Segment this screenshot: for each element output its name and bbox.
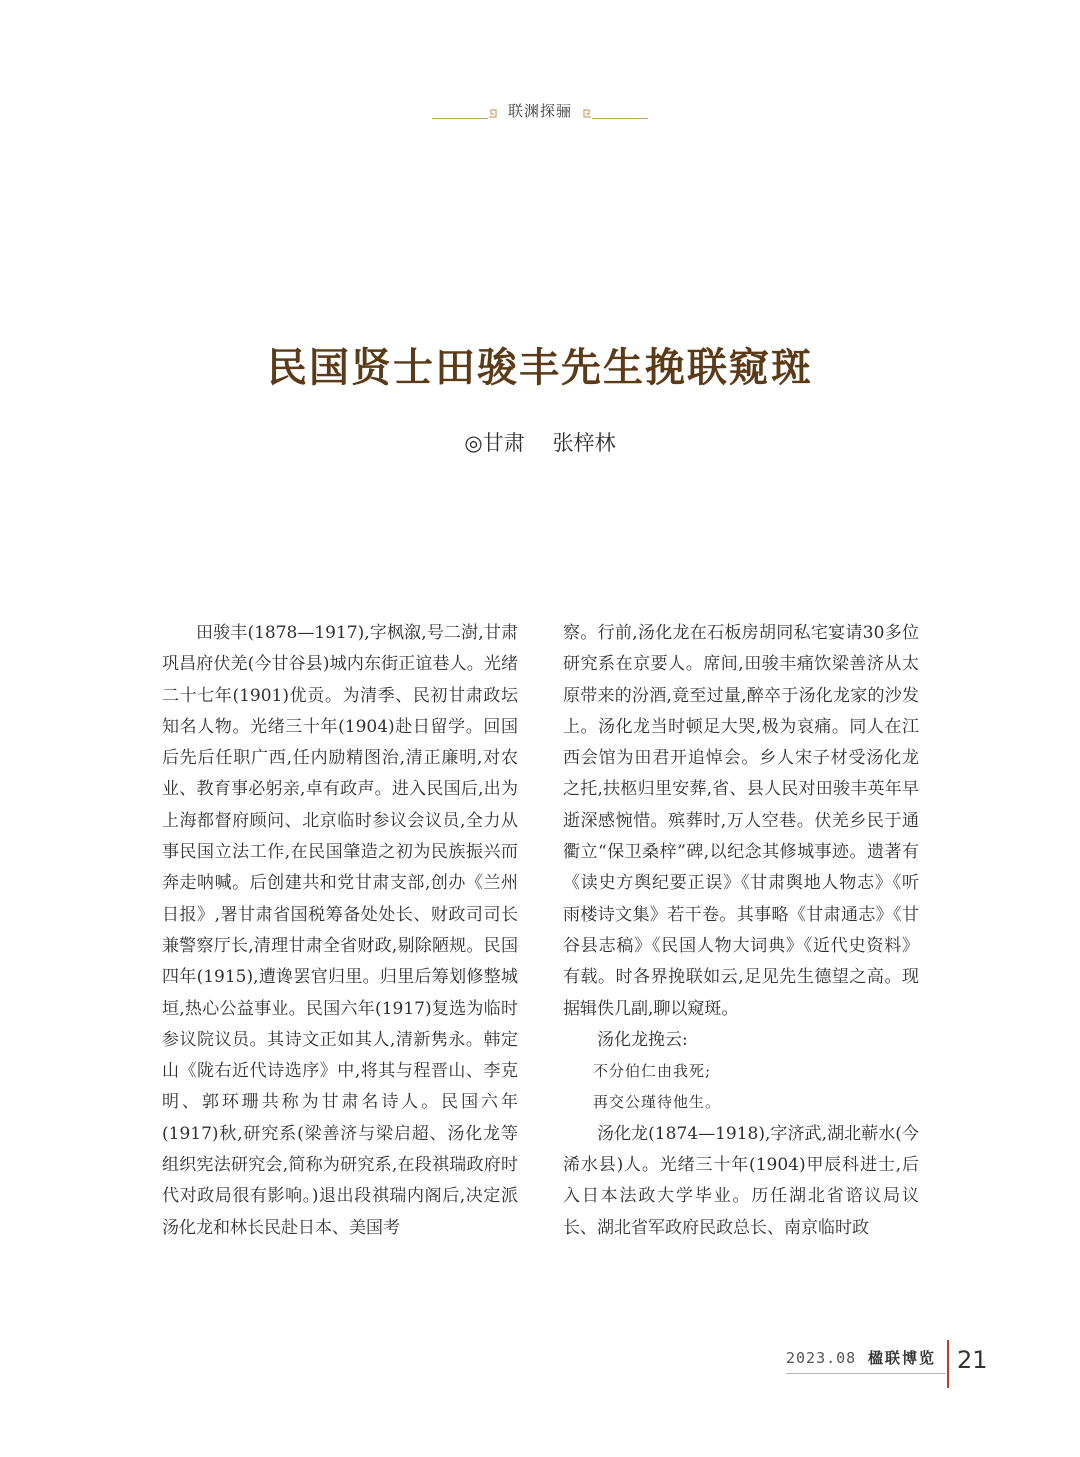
couplet-line-2: 再交公瑾待他生。: [593, 1093, 722, 1112]
footer-rule: [786, 1373, 946, 1374]
section-header: [432, 98, 648, 122]
section-label: 联渊探骊: [507, 102, 572, 120]
footer-divider: [947, 1340, 949, 1388]
body-paragraph-continued: 察。行前,汤化龙在石板房胡同私宅宴请30多位研究系在京要人。席间,田骏丰痛饮梁善济从太原带来的汾酒,竟至过量,醉卒于汤化龙家的沙发上。汤化龙当时顿足大哭,极为哀痛。同人在江西会馆为田君开追悼会。乡人宋子材受汤化龙之托,扶柩归里安葬,省、县人民对田骏丰英年早逝深感惋惜。殡葬时,万人空巷。伏羌乡民于通衢立“保卫桑梓”碑,以纪念其修城事迹。遗著有《读史方舆纪要正误》《甘肃舆地人物志》《听雨楼诗文集》若干卷。其事略《甘肃通志》《甘谷县志稿》《民国人物大词典》《近代史资料》有载。时各界挽联如云,足见先生德望之高。现据辑佚几副,聊以窥斑。: [563, 623, 919, 1019]
couplet-intro: 汤化龙挽云:: [597, 1029, 688, 1050]
section-rule-right: [592, 118, 648, 119]
left-column: [162, 618, 518, 1244]
section-rule-left: [432, 118, 488, 119]
page-number: 21: [957, 1346, 988, 1374]
bracket-ornament-icon: [583, 109, 592, 118]
couplet-line-1: 不分伯仁由我死;: [593, 1062, 712, 1081]
issue-date: 2023.08: [786, 1349, 857, 1367]
article-title: 民国贤士田骏丰先生挽联窥斑: [267, 345, 813, 391]
author-prefix: ◎甘肃: [464, 431, 525, 455]
magazine-name: 楹联博览: [868, 1349, 937, 1367]
bracket-ornament-icon: [488, 109, 497, 118]
article-author: [0, 427, 1080, 457]
body-paragraph: 田骏丰(1878—1917),字枫溆,号二澍,甘肃巩昌府伏羌(今甘谷县)城内东街正谊巷人。光绪二十七年(1901)优贡。为清季、民初甘肃政坛知名人物。光绪三十年(1904)赴日留学。回国后先后任职广西,任内励精图治,清正廉明,对农业、教育事必躬亲,卓有政声。进入民国后,出为上海都督府顾问、北京临时参议会议员,全力从事民国立法工作,在民国肇造之初为民族振兴而奔走呐喊。后创建共和党甘肃支部,创办《兰州日报》,署甘肃省国税筹备处处长、财政司司长兼警察厅长,清理甘肃全省财政,剔除陋规。民国四年(1915),遭谗罢官归里。归里后筹划修整城垣,热心公益事业。民国六年(1917)复选为临时参议院议员。其诗文正如其人,清新隽永。韩定山《陇右近代诗选序》中,将其与程晋山、李克明、郭环珊共称为甘肃名诗人。民国六年(1917)秋,研究系(梁善济与梁启超、汤化龙等组织宪法研究会,简称为研究系,在段祺瑞政府时代对政局很有影响。)退出段祺瑞内阁后,决定派汤化龙和林长民赴日本、美国考: [162, 623, 518, 1238]
author-name: 张梓林: [552, 431, 616, 455]
body-paragraph: 汤化龙(1874—1918),字济武,湖北蕲水(今浠水县)人。光绪三十年(1904)甲辰科进士,后入日本法政大学毕业。历任湖北省谘议局议长、湖北省军政府民政总长、南京临时政: [563, 1123, 919, 1238]
right-column: [563, 618, 919, 1244]
